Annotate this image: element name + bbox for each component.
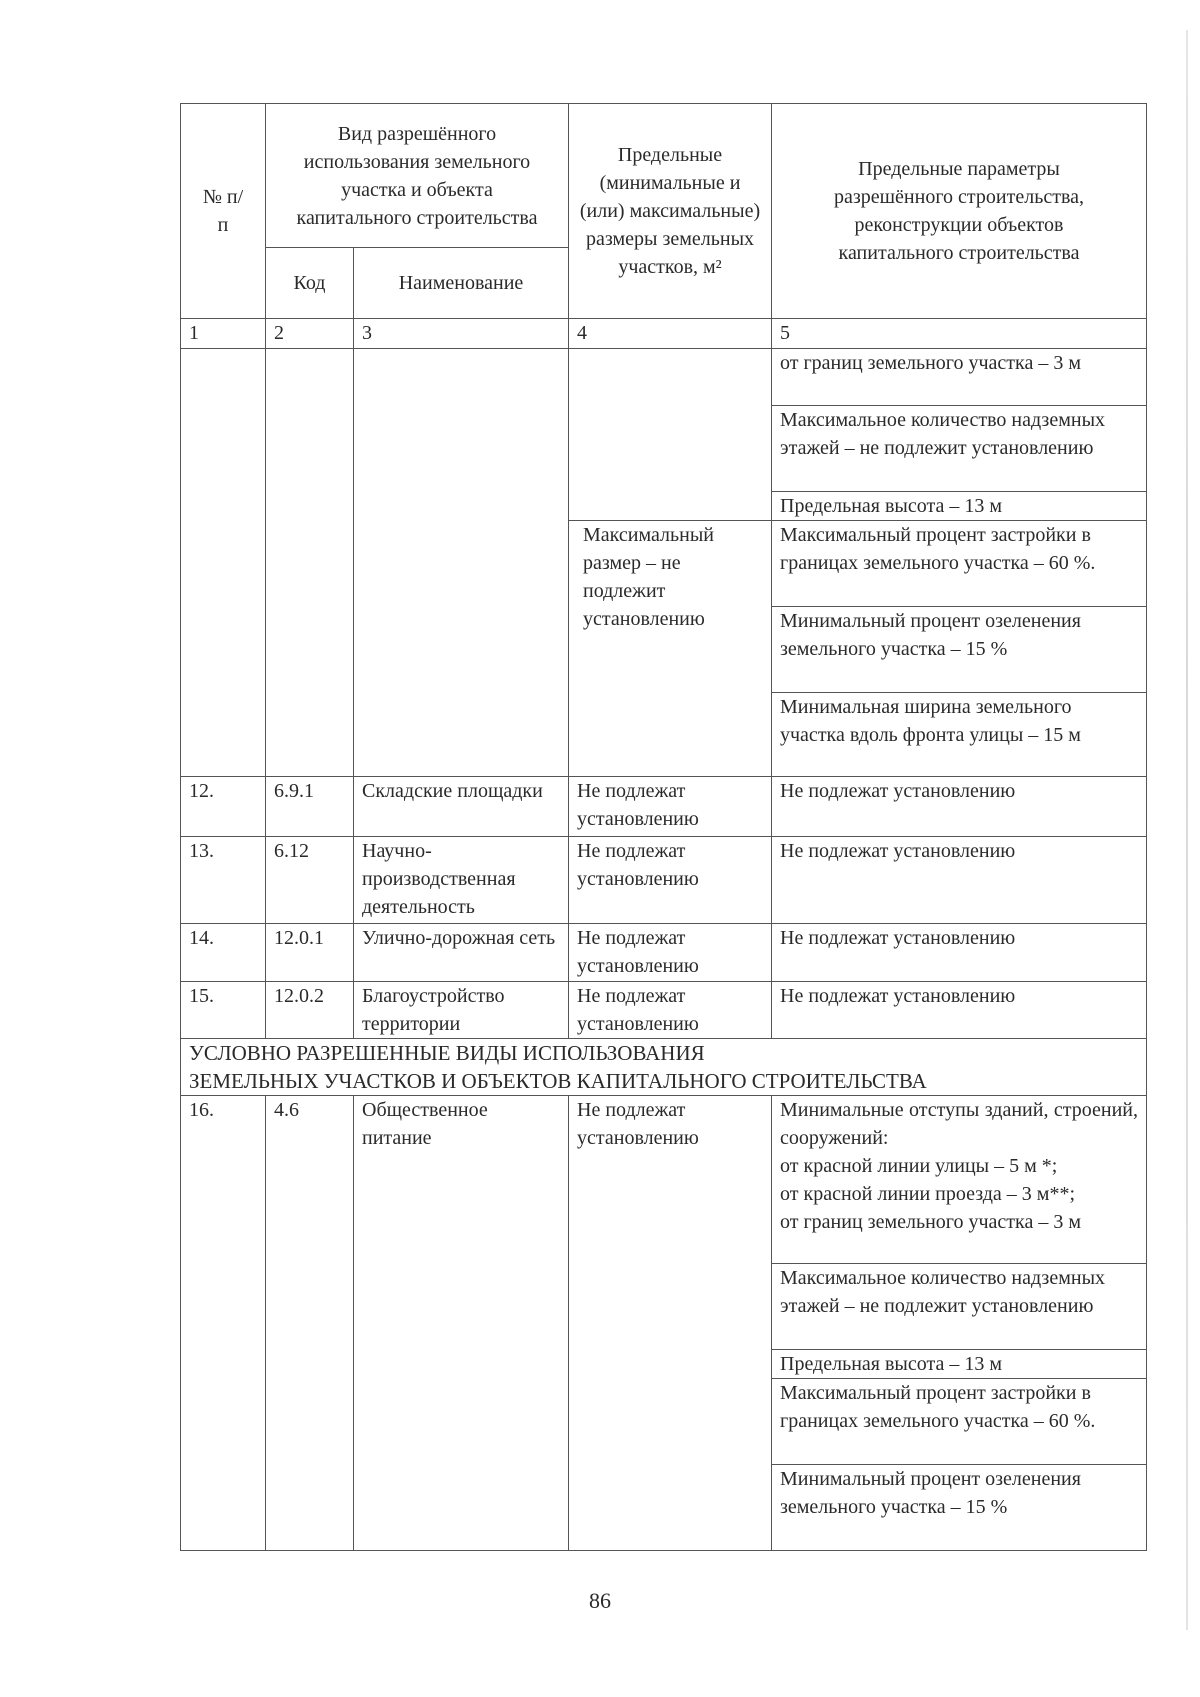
row-size: Не подлежат установлению — [569, 982, 772, 1039]
row-params: Не подлежат установлению — [772, 982, 1147, 1039]
scan-edge-line — [1186, 30, 1188, 1630]
page-number: 86 — [589, 1588, 611, 1613]
setback-driveway: от красной линии проезда – 3 м**; — [780, 1183, 1076, 1205]
setback-street: от красной линии улицы – 5 м *; — [780, 1155, 1058, 1177]
row-params: Не подлежат установлению — [772, 924, 1147, 982]
size-max: Максимальный размер – не подлежит установлению — [569, 521, 772, 777]
section-heading-line: УСЛОВНО РАЗРЕШЕННЫЕ ВИДЫ ИСПОЛЬЗОВАНИЯ — [189, 1041, 705, 1065]
row-code: 6.12 — [266, 837, 354, 924]
row-size: Не подлежат установлению — [569, 1096, 772, 1551]
header-name: Наименование — [354, 248, 569, 319]
continued-name-cell — [354, 349, 569, 777]
table-row — [181, 924, 1147, 982]
parameter-setbacks — [772, 1096, 1147, 1264]
row-size: Не подлежат установлению — [569, 777, 772, 837]
column-number-row — [181, 319, 1147, 349]
row-size: Не подлежат установлению — [569, 837, 772, 924]
row-code: 12.0.1 — [266, 924, 354, 982]
column-number: 5 — [772, 319, 1147, 349]
setbacks-intro: Минимальные отступы зданий, строений, сооружений: — [780, 1099, 1138, 1149]
setback-plot-border: от границ земельного участка – 3 м — [780, 1211, 1081, 1233]
row-number: 12. — [181, 777, 266, 837]
header-use-type: Вид разрешённого использования земельного участка и объекта капитального строительства — [266, 104, 569, 248]
row-params: Не подлежат установлению — [772, 777, 1147, 837]
header-plot-sizes: Предельные (минимальные и (или) максимальные) размеры земельных участков, м² — [569, 104, 772, 319]
continued-number-cell — [181, 349, 266, 777]
row-number: 16. — [181, 1096, 266, 1551]
land-use-regulations-table — [180, 103, 1147, 1551]
row-name: Общественное питание — [354, 1096, 569, 1551]
continued-row — [181, 349, 1147, 406]
column-number: 2 — [266, 319, 354, 349]
parameter-building-coverage: Максимальный процент застройки в границах земельного участка – 60 %. — [772, 521, 1147, 607]
parameter-floors: Максимальное количество надземных этажей – не подлежит установлению — [772, 1264, 1147, 1350]
row-name: Научно-производственная деятельность — [354, 837, 569, 924]
row-code: 12.0.2 — [266, 982, 354, 1039]
parameter-floors: Максимальное количество надземных этажей – не подлежит установлению — [772, 406, 1147, 492]
parameter-height: Предельная высота – 13 м — [772, 492, 1147, 521]
table-row — [181, 837, 1147, 924]
parameter-building-coverage: Максимальный процент застройки в границах земельного участка – 60 %. — [772, 1379, 1147, 1465]
row-number: 14. — [181, 924, 266, 982]
header-number: № п/п — [181, 104, 266, 319]
parameter-min-width: Минимальная ширина земельного участка вдоль фронта улицы – 15 м — [772, 693, 1147, 777]
header-code: Код — [266, 248, 354, 319]
row-params: Не подлежат установлению — [772, 837, 1147, 924]
row-name: Улично-дорожная сеть — [354, 924, 569, 982]
row-size: Не подлежат установлению — [569, 924, 772, 982]
continued-size-cell — [569, 349, 772, 521]
section-heading — [181, 1039, 1147, 1096]
table-row — [181, 777, 1147, 837]
row-number: 13. — [181, 837, 266, 924]
row-name: Складские площадки — [354, 777, 569, 837]
header-parameters: Предельные параметры разрешённого строительства, реконструкции объектов капитального строительства — [772, 104, 1147, 319]
parameter-greenery: Минимальный процент озеленения земельного участка – 15 % — [772, 1465, 1147, 1551]
table-row — [181, 982, 1147, 1039]
parameter-setback: от границ земельного участка – 3 м — [772, 349, 1147, 406]
section-heading-row — [181, 1039, 1147, 1096]
header-row — [181, 104, 1147, 248]
section-heading-line: ЗЕМЕЛЬНЫХ УЧАСТКОВ И ОБЪЕКТОВ КАПИТАЛЬНОГО СТРОИТЕЛЬСТВА — [189, 1069, 927, 1093]
row-code: 4.6 — [266, 1096, 354, 1551]
row-number: 15. — [181, 982, 266, 1039]
table-row — [181, 1096, 1147, 1264]
continued-code-cell — [266, 349, 354, 777]
column-number: 3 — [354, 319, 569, 349]
row-name: Благоустройство территории — [354, 982, 569, 1039]
parameter-greenery: Минимальный процент озеленения земельного участка – 15 % — [772, 607, 1147, 693]
row-code: 6.9.1 — [266, 777, 354, 837]
column-number: 4 — [569, 319, 772, 349]
parameter-height: Предельная высота – 13 м — [772, 1350, 1147, 1379]
column-number: 1 — [181, 319, 266, 349]
